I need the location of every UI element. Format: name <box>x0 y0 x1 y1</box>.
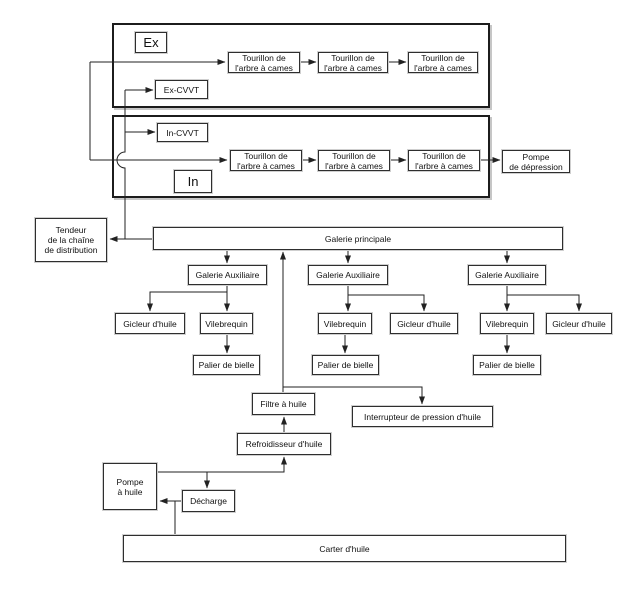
tourillon-label-line1: Tourillon de <box>332 150 376 161</box>
line-cvvt-riser-with-hop <box>117 90 125 239</box>
node-palier-3 <box>473 355 541 375</box>
node-in-cvvt <box>157 123 208 142</box>
tourillon-label-line2: l'arbre à cames <box>414 62 472 73</box>
interrupteur-label: Interrupteur de pression d'huile <box>364 411 481 422</box>
node-galerie-auxiliaire-3 <box>468 265 546 285</box>
node-ex <box>135 32 167 53</box>
pompe-huile-label-line2: à huile <box>117 486 143 497</box>
node-pompe-depression <box>502 150 570 173</box>
in-cvvt-label: In-CVVT <box>166 127 199 138</box>
tourillon-label-line2: l'arbre à cames <box>324 62 382 73</box>
filtre-label: Filtre à huile <box>260 399 307 409</box>
node-palier-1 <box>193 355 260 375</box>
tendeur-label-line3: de distribution <box>44 245 98 255</box>
node-interrupteur-pression <box>352 406 493 427</box>
node-tourillon-in-2 <box>318 150 390 171</box>
palier-label: Palier de bielle <box>317 360 374 370</box>
galerie-auxiliaire-label: Galerie Auxiliaire <box>316 270 380 280</box>
node-tourillon-ex-2 <box>318 52 388 73</box>
node-palier-2 <box>312 355 379 375</box>
palier-label: Palier de bielle <box>479 360 535 370</box>
tendeur-label-line1: Tendeur <box>55 225 87 235</box>
tourillon-label-line2: l'arbre à cames <box>235 62 293 73</box>
tourillon-label-line1: Tourillon de <box>421 52 465 63</box>
line-ga3-to-gicleur3 <box>507 285 579 311</box>
node-refroidisseur-huile <box>237 433 331 455</box>
palier-label: Palier de bielle <box>198 360 255 370</box>
node-tourillon-in-1 <box>230 150 302 171</box>
tourillon-label-line1: Tourillon de <box>331 52 375 63</box>
pompe-huile-label-line1: Pompe <box>116 476 144 487</box>
gicleur-label: Gicleur d'huile <box>397 318 451 329</box>
node-galerie-auxiliaire-2 <box>308 265 388 285</box>
node-filtre-huile <box>252 393 315 415</box>
node-galerie-auxiliaire-1 <box>188 265 267 285</box>
node-vilebrequin-1 <box>200 313 253 334</box>
node-tourillon-ex-1 <box>228 52 300 73</box>
node-vilebrequin-2 <box>318 313 372 334</box>
node-gicleur-1 <box>115 313 185 334</box>
vilebrequin-label: Vilebrequin <box>485 318 529 329</box>
decharge-label: Décharge <box>190 496 227 506</box>
refroidisseur-label: Refroidisseur d'huile <box>245 439 323 449</box>
node-carter-huile <box>123 535 566 562</box>
node-gicleur-3 <box>546 313 612 334</box>
node-tourillon-ex-3 <box>408 52 478 73</box>
galerie-principale-label: Galerie principale <box>324 233 392 244</box>
pompe-depression-label-line2: de dépression <box>509 161 563 172</box>
node-ex-cvvt <box>155 80 208 99</box>
node-in <box>174 170 212 193</box>
tourillon-label-line1: Tourillon de <box>422 150 466 161</box>
vilebrequin-label: Vilebrequin <box>205 318 248 329</box>
pompe-depression-label-line1: Pompe <box>522 151 550 162</box>
tourillon-label-line2: l'arbre à cames <box>237 160 295 171</box>
node-gicleur-2 <box>390 313 458 334</box>
ex-cvvt-label: Ex-CVVT <box>163 84 200 95</box>
node-pompe-huile <box>103 463 157 510</box>
line-ga2-to-gicleur2 <box>348 285 424 311</box>
line-pompe-refroidisseur <box>157 457 284 472</box>
gicleur-label: Gicleur d'huile <box>123 318 177 329</box>
galerie-auxiliaire-label: Galerie Auxiliaire <box>475 270 539 280</box>
node-decharge <box>182 490 235 512</box>
galerie-auxiliaire-label: Galerie Auxiliaire <box>195 270 260 280</box>
vilebrequin-label: Vilebrequin <box>323 318 367 329</box>
node-tendeur-chaine <box>35 218 107 262</box>
tourillon-label-line1: Tourillon de <box>244 150 288 161</box>
tourillon-label-line1: Tourillon de <box>242 52 286 63</box>
in-label: In <box>187 173 199 189</box>
gicleur-label: Gicleur d'huile <box>552 318 606 329</box>
tourillon-label-line2: l'arbre à cames <box>415 160 473 171</box>
tourillon-label-line2: l'arbre à cames <box>325 160 383 171</box>
tendeur-label-line2: de la chaîne <box>47 235 95 245</box>
node-galerie-principale <box>153 227 563 250</box>
node-tourillon-in-3 <box>408 150 480 171</box>
line-ga1-to-gicleur1 <box>150 285 227 311</box>
carter-label: Carter d'huile <box>319 543 370 554</box>
ex-label: Ex <box>143 34 159 50</box>
node-vilebrequin-3 <box>480 313 534 334</box>
